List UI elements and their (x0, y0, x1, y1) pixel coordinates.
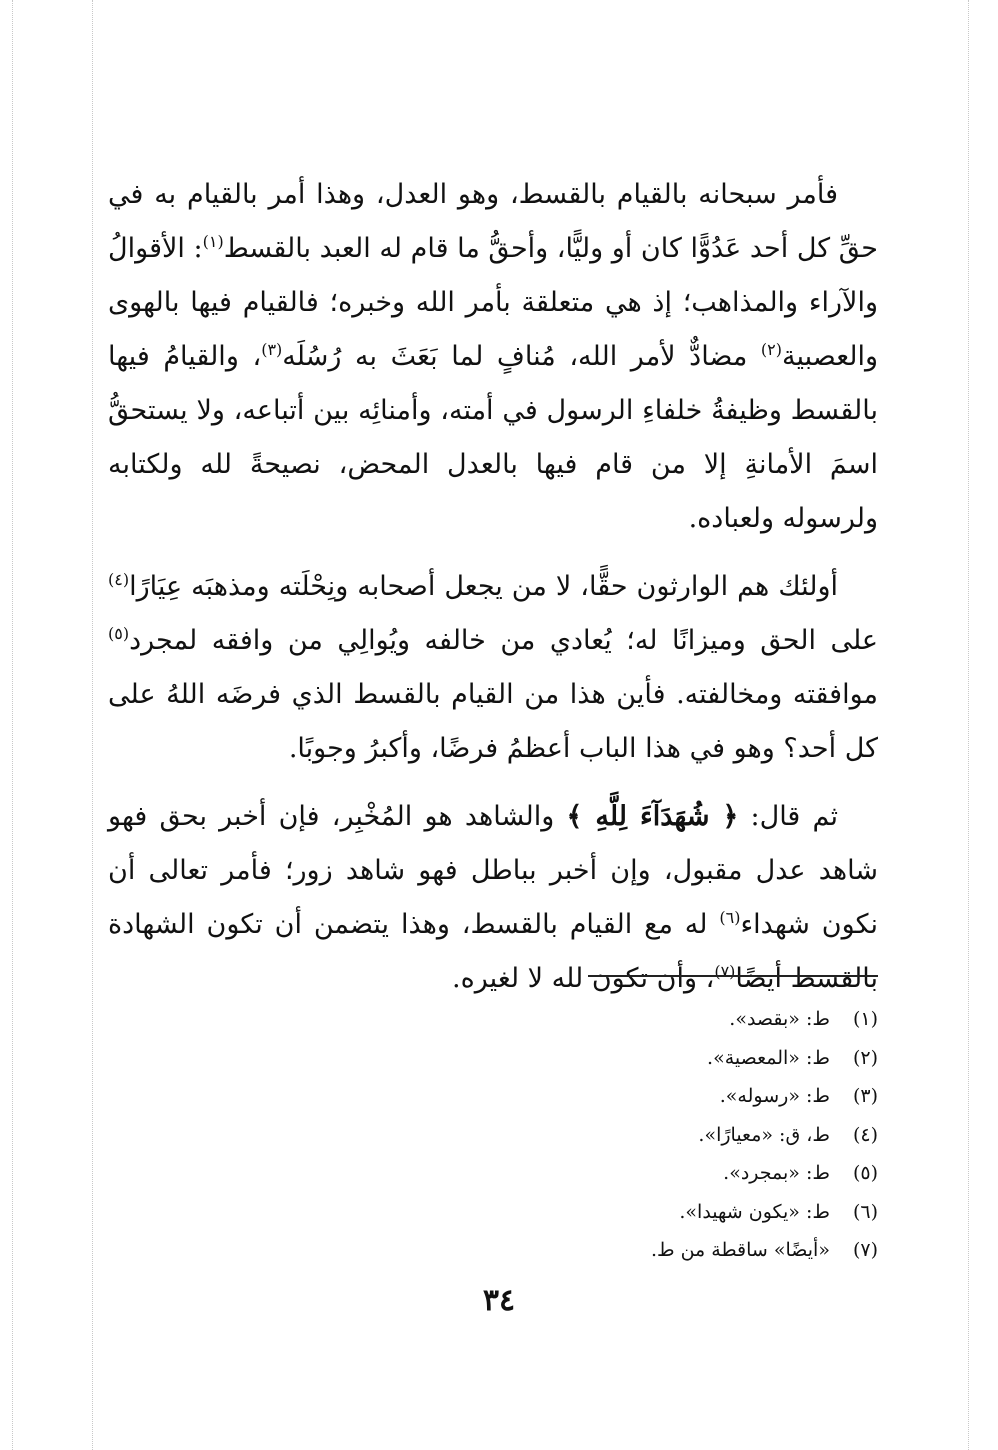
footnote (400, 1193, 878, 1232)
footnote-text: ط: «بقصد». (729, 1008, 830, 1030)
footnote-text: ط: «رسوله». (719, 1085, 830, 1107)
paragraph (108, 560, 878, 776)
text-run: موافقته ومخالفته. فأين هذا من القيام بالقسط الذي فرضَه اللهُ على كل أحد؟ وهو في هذا الباب أعظمُ فرضًا، وأكبرُ وجوبًا. (108, 679, 878, 764)
footnote-number: (١) (852, 1008, 878, 1030)
footnote-number: (٥) (852, 1162, 878, 1184)
text-run: ، وأن تكون لله لا لغيره. (452, 963, 715, 994)
footnote (400, 1116, 878, 1155)
text-run: : الأقوالُ والآراء والمذاهب؛ إذ هي متعلقة بأمر الله وخبره؛ فالقيام فيها بالهوى والعصبية (108, 233, 878, 372)
footnote (400, 1000, 878, 1039)
text-run: أولئك هم الوارثون حقًّا، لا من يجعل أصحابه ونِحْلَته ومذهبَه عِيَارًا (129, 571, 838, 602)
page-number: ٣٤ (482, 1283, 516, 1318)
footnote (400, 1154, 878, 1193)
footnotes-list (400, 1000, 878, 1270)
footnote-marker: (٤) (108, 570, 130, 589)
text-run: مضادٌّ لأمر الله، مُنافٍ لما بَعَثَ به رُسُلَه (282, 341, 761, 372)
text-run: ، والقيامُ فيها بالقسط وظيفةُ خلفاءِ الرسول في أمته، وأمنائِه بين أتباعه، ولا يستحقُّ اسمَ الأمانةِ إلا من قام فيها بالعدل المحض، نصيحةً لله ولكتابه ولرسوله ولعباده. (108, 341, 878, 534)
footnote-number: (٢) (852, 1046, 878, 1069)
footnote-marker: (٣) (261, 340, 283, 359)
footnote (400, 1231, 878, 1270)
main-text (108, 168, 878, 1006)
footnote-text: ط: «المعصية». (707, 1046, 830, 1069)
footnote (400, 1077, 878, 1116)
footnote-marker: (٦) (719, 908, 741, 927)
footnote-text: ط، ق: «معيارًا». (698, 1123, 830, 1146)
footnote-number: (٦) (852, 1200, 878, 1223)
footnote-number: (٧) (852, 1239, 878, 1261)
footnote (400, 1039, 878, 1078)
scan-margin-left (12, 0, 13, 1450)
quran-quote: ﴿ شُهَدَآءَ لِلَّهِ ﴾ (566, 801, 739, 832)
text-run: فأمر سبحانه بالقيام بالقسط، وهو العدل، وهذا أمر بالقيام به في حقِّ كل أحد عَدُوًّا كان أو وليًّا، وأحقُّ ما قام له العبد بالقسط (108, 179, 878, 264)
footnote-marker: (٢) (760, 340, 783, 359)
footnote-marker: (٥) (108, 624, 130, 643)
paragraph (108, 168, 878, 546)
footnote-number: (٣) (852, 1085, 878, 1107)
footnote-text: ط: «بمجرد». (723, 1162, 830, 1184)
footnote-marker: (١) (202, 232, 224, 251)
footnote-text: ط: «يكون شهيدا». (679, 1200, 830, 1223)
footnote-separator (588, 975, 878, 977)
text-run: له مع القيام بالقسط، وهذا يتضمن أن تكون الشهادة بالقسط أيضًا (108, 909, 878, 994)
footnote-text: «أيضًا» ساقطة من ط. (650, 1239, 830, 1261)
text-run: ثم قال: (738, 801, 838, 832)
paragraph (108, 790, 878, 1006)
text-run: والشاهد هو المُخْبِر، فإن أخبر بحق فهو شاهد عدل مقبول، وإن أخبر بباطل فهو شاهد زور؛ فأمر تعالى أن نكون شهداء (108, 801, 878, 940)
footnote-number: (٤) (852, 1123, 878, 1146)
scan-margin-right (968, 0, 969, 1450)
text-run: على الحق وميزانًا له؛ يُعادي من خالفه ويُوالِي من وافقه لمجرد (129, 625, 878, 656)
footnote-marker: (٧) (714, 962, 736, 981)
scan-margin-gutter (92, 0, 93, 1450)
